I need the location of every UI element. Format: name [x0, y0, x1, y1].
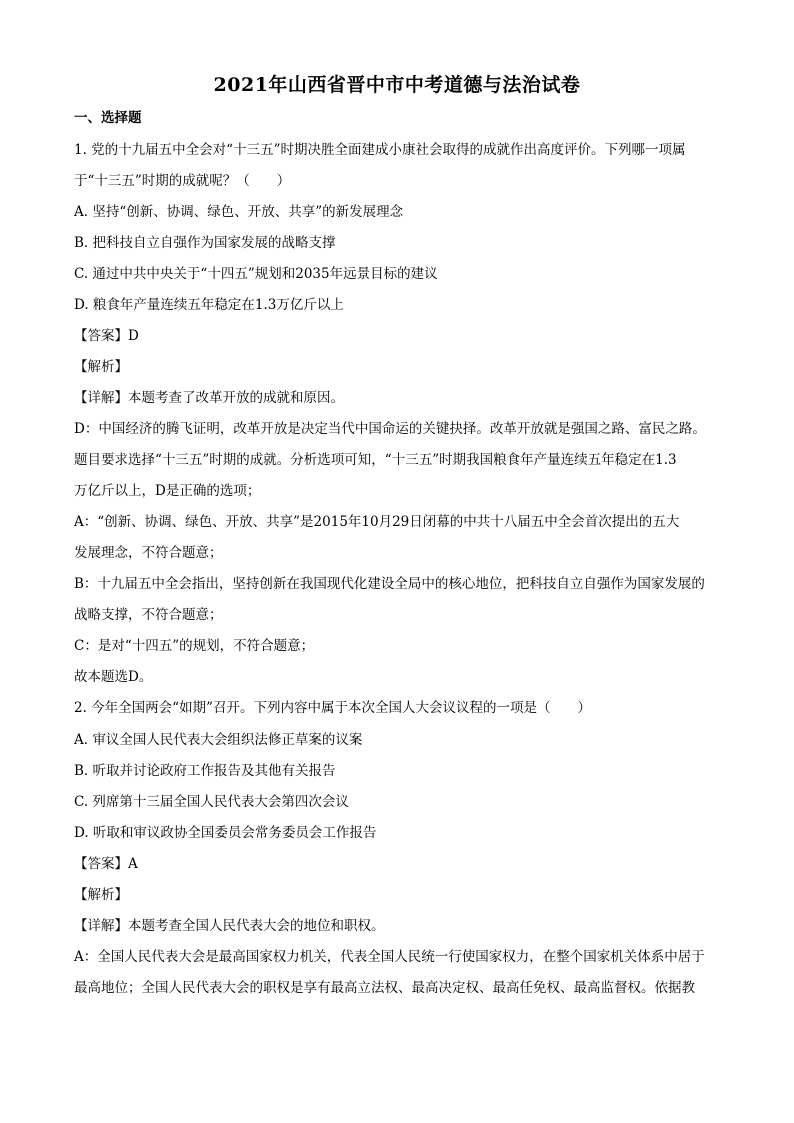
- q1-option-b: B. 把科技自立自强作为国家发展的战略支撑: [74, 235, 336, 251]
- document-title: 2021年山西省晋中市中考道德与法治试卷: [213, 74, 581, 96]
- q1-option-c: C. 通过中共中央关于“十四五”规划和2035年远景目标的建议: [74, 266, 438, 282]
- q1-answer: 【答案】D: [74, 328, 139, 344]
- q1-detail: 【详解】本题考查了改革开放的成就和原因。: [74, 390, 344, 406]
- q2-detail: 【详解】本题考查全国人民代表大会的地位和职权。: [74, 918, 385, 934]
- q1-explain-b-line-2: 战略支撑，不符合题意；: [74, 607, 223, 623]
- q1-explain-b-line-1: B：十九届五中全会指出，坚持创新在我国现代化建设全局中的核心地位，把科技自立自强作为国家发展的: [74, 576, 705, 592]
- q1-explain-a-line-1: A：“创新、协调、绿色、开放、共享”是2015年10月29日闭幕的中共十八届五中全会首次提出的五大: [74, 514, 680, 530]
- q1-explain-d-line-3: 万亿斤以上，D是正确的选项；: [74, 483, 261, 499]
- q1-explain-d-line-2: 题目要求选择“十三五”时期的成就。分析选项可知，“十三五”时期我国粮食年产量连续五年稳定在1.3: [74, 452, 677, 468]
- q1-analysis-label: 【解析】: [74, 359, 128, 375]
- q2-explain-a-line-1: A：全国人民代表大会是最高国家权力机关，代表全国人民统一行使国家权力，在整个国家机关体系中居于: [74, 949, 705, 965]
- q1-explain-d-line-1: D：中国经济的腾飞证明，改革开放是决定当代中国命运的关键抉择。改革开放就是强国之路、富民之路。: [74, 421, 706, 437]
- q2-option-a: A. 审议全国人民代表大会组织法修正草案的议案: [74, 732, 363, 748]
- q2-stem: 2. 今年全国两会“如期”召开。下列内容中属于本次全国人大会议议程的一项是（ ）: [74, 700, 591, 716]
- q1-conclusion: 故本题选D。: [74, 669, 153, 685]
- q1-option-d: D. 粮食年产量连续五年稳定在1.3万亿斤以上: [74, 297, 344, 313]
- q2-option-b: B. 听取并讨论政府工作报告及其他有关报告: [74, 763, 336, 779]
- q2-analysis-label: 【解析】: [74, 887, 128, 903]
- q1-stem-line-1: 1. 党的十九届五中全会对“十三五”时期决胜全面建成小康社会取得的成就作出高度评价。下列哪一项属: [74, 142, 686, 158]
- q1-explain-a-line-2: 发展理念，不符合题意；: [74, 545, 223, 561]
- section-heading: 一、选择题: [74, 110, 142, 126]
- q1-option-a: A. 坚持“创新、协调、绿色、开放、共享”的新发展理念: [74, 204, 404, 220]
- q2-answer: 【答案】A: [74, 856, 138, 872]
- q1-stem-line-2: 于“十三五”时期的成就呢？（ ）: [74, 173, 291, 189]
- q2-option-d: D. 听取和审议政协全国委员会常务委员会工作报告: [74, 825, 377, 841]
- q2-explain-a-line-2: 最高地位；全国人民代表大会的职权是享有最高立法权、最高决定权、最高任免权、最高监督权。依据教: [74, 980, 695, 996]
- q1-explain-c: C：是对“十四五”的规划，不符合题意；: [74, 638, 315, 654]
- q2-option-c: C. 列席第十三届全国人民代表大会第四次会议: [74, 794, 349, 810]
